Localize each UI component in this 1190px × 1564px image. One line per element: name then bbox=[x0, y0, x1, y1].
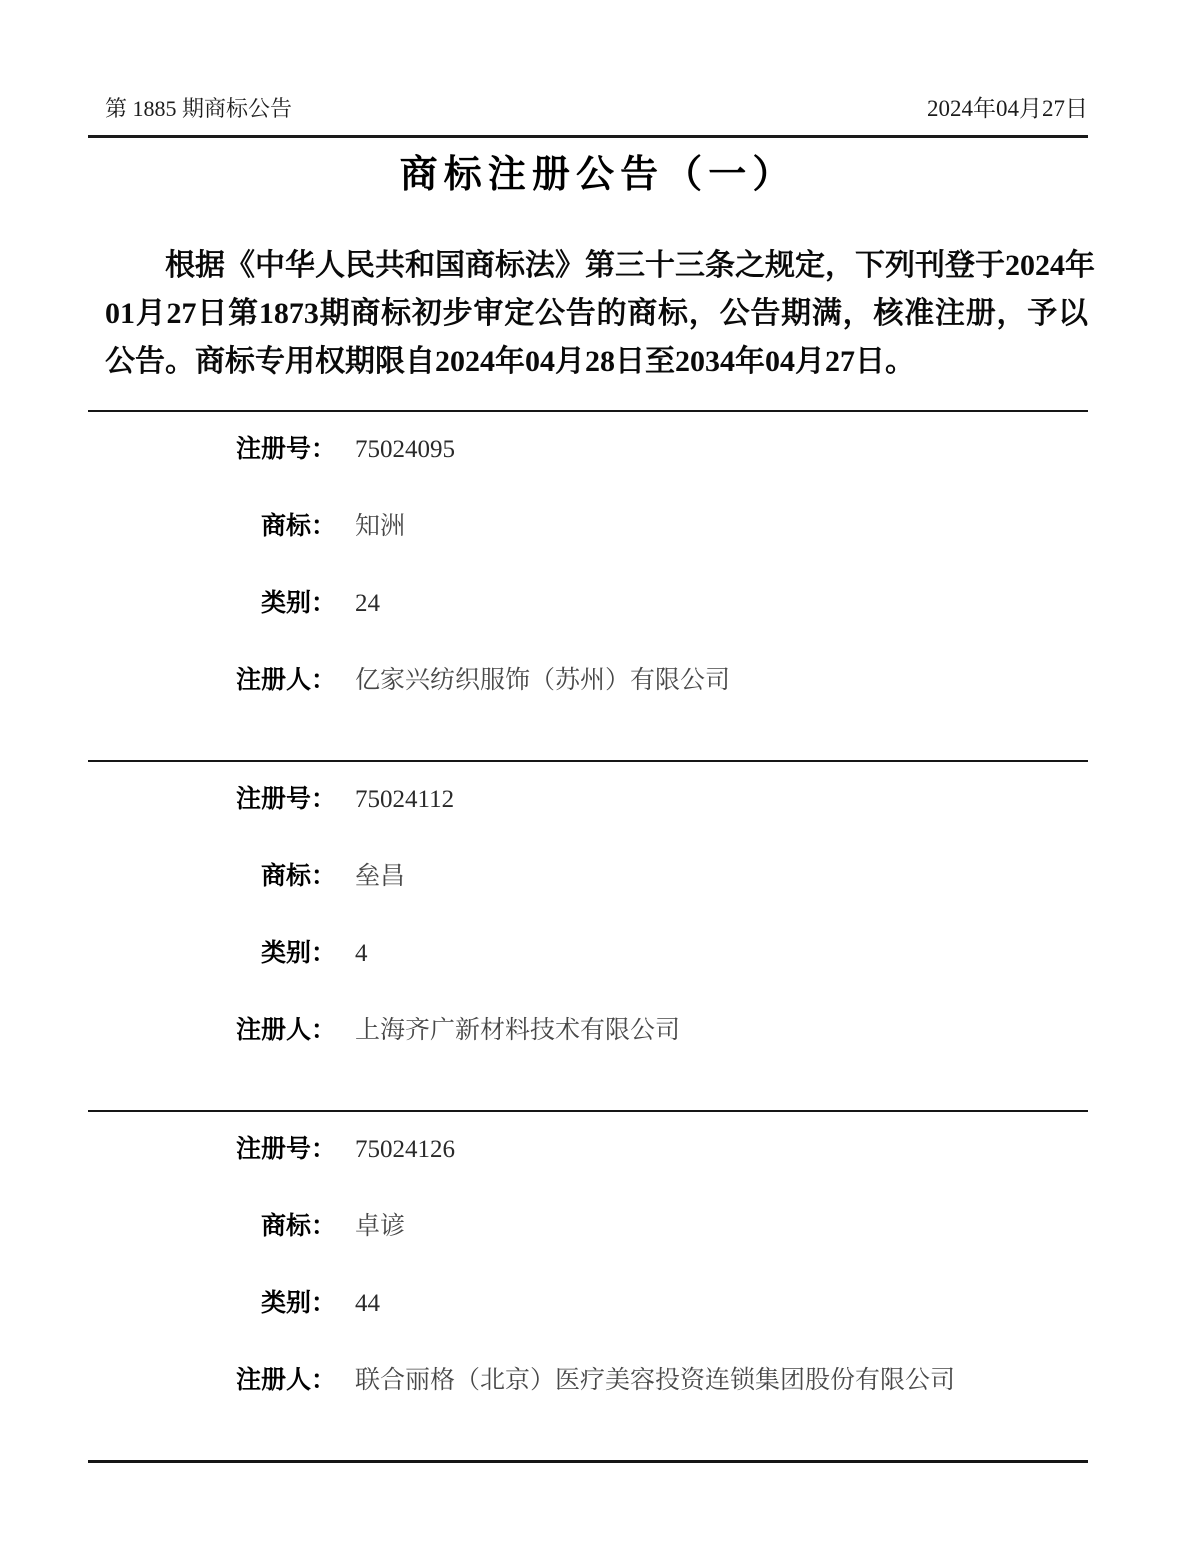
class-label: 类别： bbox=[260, 940, 336, 967]
gazette-issue-label: 第 1885 期商标公告 bbox=[105, 96, 293, 121]
regno-value: 75024126 bbox=[355, 1136, 455, 1163]
class-value: 44 bbox=[355, 1290, 380, 1317]
regno-row bbox=[88, 434, 1088, 511]
regno-value: 75024095 bbox=[355, 436, 455, 463]
class-row bbox=[88, 588, 1088, 665]
trademark-row bbox=[88, 861, 1088, 938]
registrant-label: 注册人： bbox=[235, 1017, 336, 1044]
class-row bbox=[88, 1288, 1088, 1365]
gazette-date-label: 2024年04月27日 bbox=[927, 96, 1088, 121]
regno-value: 75024112 bbox=[355, 786, 455, 813]
class-label: 类别： bbox=[260, 590, 336, 617]
running-header bbox=[105, 95, 1088, 123]
header-divider bbox=[88, 135, 1088, 138]
registrant-row bbox=[88, 1015, 1088, 1092]
class-value: 4 bbox=[355, 940, 368, 967]
registrant-row bbox=[88, 665, 1088, 742]
trademark-row bbox=[88, 1211, 1088, 1288]
section-end-divider bbox=[88, 1460, 1088, 1463]
trademark-label: 商标： bbox=[260, 1213, 336, 1240]
class-row bbox=[88, 938, 1088, 1015]
record-block-2 bbox=[88, 760, 1088, 1110]
trademark-value: 垒昌 bbox=[355, 863, 406, 890]
record-block-3 bbox=[88, 1110, 1088, 1460]
page-title: 商标注册公告（一） bbox=[399, 154, 797, 196]
trademark-label: 商标： bbox=[260, 513, 336, 540]
class-value: 24 bbox=[355, 590, 380, 617]
trademark-row bbox=[88, 511, 1088, 588]
records-section bbox=[88, 410, 1088, 1463]
intro-line: 公告。商标专用权期限自2024年04月28日至2034年04月27日。 bbox=[105, 345, 915, 378]
registrant-row bbox=[88, 1365, 1088, 1442]
intro-paragraph bbox=[105, 242, 1095, 386]
trademark-value: 卓谚 bbox=[355, 1213, 406, 1240]
record-block-1 bbox=[88, 410, 1088, 760]
registrant-value: 上海齐广新材料技术有限公司 bbox=[355, 1017, 681, 1044]
registrant-label: 注册人： bbox=[235, 667, 336, 694]
intro-line: 根据《中华人民共和国商标法》第三十三条之规定，下列刊登于2024年 bbox=[165, 249, 1095, 282]
regno-label: 注册号： bbox=[235, 436, 336, 463]
regno-row bbox=[88, 784, 1088, 861]
trademark-label: 商标： bbox=[260, 863, 336, 890]
regno-row bbox=[88, 1134, 1088, 1211]
registrant-label: 注册人： bbox=[235, 1367, 336, 1394]
trademark-value: 知洲 bbox=[355, 513, 406, 540]
regno-label: 注册号： bbox=[235, 1136, 336, 1163]
class-label: 类别： bbox=[260, 1290, 336, 1317]
registrant-value: 联合丽格（北京）医疗美容投资连锁集团股份有限公司 bbox=[355, 1367, 956, 1394]
registrant-value: 亿家兴纺织服饰（苏州）有限公司 bbox=[355, 667, 731, 694]
intro-line: 01月27日第1873期商标初步审定公告的商标，公告期满，核准注册，予以 bbox=[105, 297, 1088, 330]
regno-label: 注册号： bbox=[235, 786, 336, 813]
